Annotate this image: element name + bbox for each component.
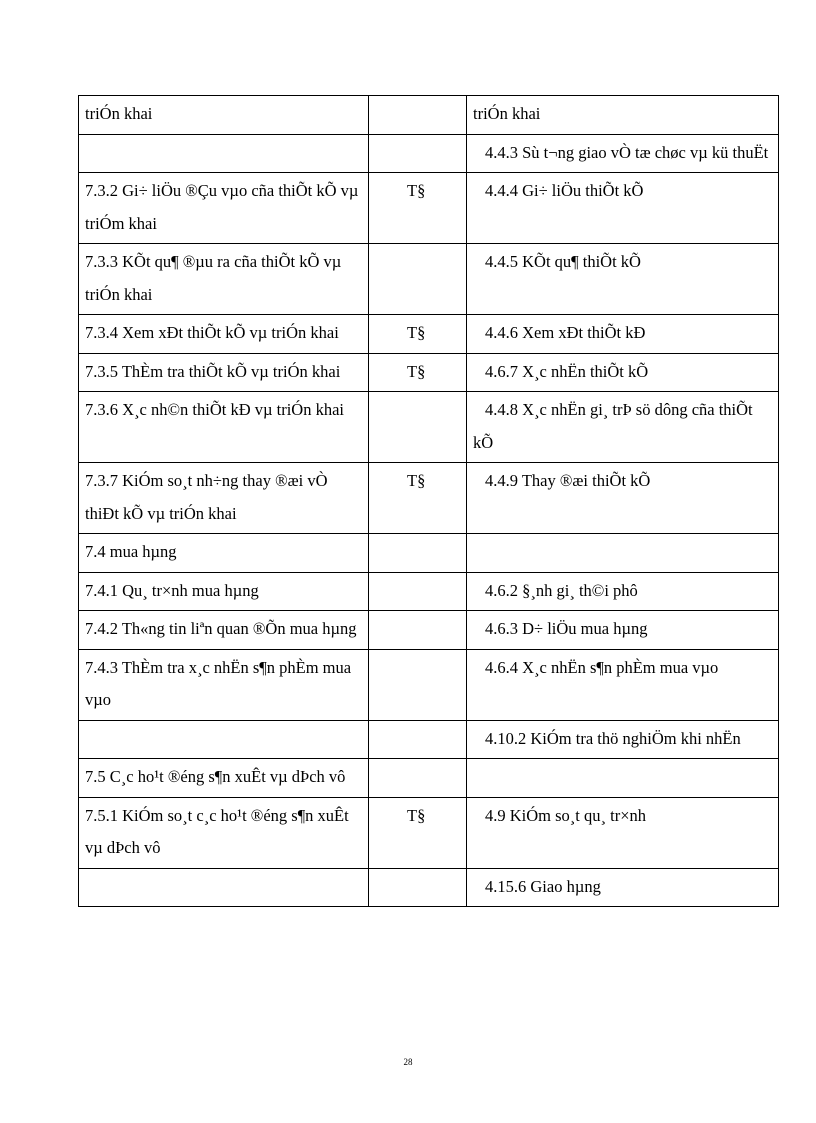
clause-iso9001-2000-cell: 7.5 C¸c ho¹t ®éng s¶n xuÊt vµ dÞch vô xyxy=(79,759,369,798)
clause-iso9001-1994-cell xyxy=(467,720,779,759)
clause-iso9001-1994-cell xyxy=(467,649,779,720)
equivalence-cell: T§ xyxy=(369,173,467,244)
clause-iso9001-1994-cell xyxy=(467,134,779,173)
table-row xyxy=(79,868,779,907)
clause-text: 4.6.4 X¸c nhËn s¶n phÈm mua vµo xyxy=(485,657,719,677)
clause-iso9001-2000-cell xyxy=(79,134,369,173)
clause-text: 4.4.6 Xem xÐt thiÕt kÐ xyxy=(485,323,646,342)
clause-iso9001-2000-cell: 7.3.6 X¸c nh©n thiÕt kÐ vµ triÓn khai xyxy=(79,392,369,463)
clause-iso9001-2000-cell: 7.3.3 KÕt qu¶ ®µu ra cña thiÕt kÕ vµ triÓn khai xyxy=(79,244,369,315)
clause-iso9001-1994-cell xyxy=(467,534,779,573)
table-row xyxy=(79,96,779,135)
table-row xyxy=(79,720,779,759)
clause-iso9001-1994-cell xyxy=(467,244,779,315)
clause-iso9001-2000-cell: 7.4.1 Qu¸ tr×nh mua hµng xyxy=(79,572,369,611)
equivalence-cell xyxy=(369,572,467,611)
equivalence-cell xyxy=(369,134,467,173)
clause-text: 4.6.2 §¸nh gi¸ th©i phô xyxy=(485,580,638,600)
equivalence-cell xyxy=(369,720,467,759)
table-row xyxy=(79,315,779,354)
clause-text: 4.4.8 X¸c nhËn gi¸ trÞ sö dông cña thiÕt kÕ xyxy=(473,400,753,452)
clause-iso9001-1994-cell xyxy=(467,572,779,611)
clause-text: 4.4.4 Gi÷ liÖu thiÕt kÕ xyxy=(485,181,644,200)
clause-iso9001-1994-cell xyxy=(467,797,779,868)
clause-text: triÓn khai xyxy=(473,104,541,123)
clause-iso9001-2000-cell: 7.3.7 KiÓm so¸t nh÷ng thay ®æi vÒ thiÐt kÕ vµ triÓn khai xyxy=(79,463,369,534)
clause-iso9001-1994-cell xyxy=(467,173,779,244)
clause-iso9001-2000-cell: triÓn khai xyxy=(79,96,369,135)
table-row xyxy=(79,353,779,392)
table-row xyxy=(79,759,779,798)
clause-iso9001-2000-cell: 7.3.4 Xem xÐt thiÕt kÕ vµ triÓn khai xyxy=(79,315,369,354)
table-row xyxy=(79,392,779,463)
clause-iso9001-2000-cell xyxy=(79,720,369,759)
table-row xyxy=(79,244,779,315)
clause-text: 4.4.9 Thay ®æi thiÕt kÕ xyxy=(485,471,651,490)
clause-text: 4.6.7 X¸c nhËn thiÕt kÕ xyxy=(485,361,649,381)
clause-iso9001-1994-cell xyxy=(467,96,779,135)
clause-iso9001-2000-cell xyxy=(79,868,369,907)
clause-iso9001-2000-cell: 7.4.3 ThÈm tra x¸c nhËn s¶n phÈm mua vµo xyxy=(79,649,369,720)
table-row xyxy=(79,463,779,534)
clause-iso9001-2000-cell: 7.5.1 KiÓm so¸t c¸c ho¹t ®éng s¶n xuÊt vµ dÞch vô xyxy=(79,797,369,868)
comparison-table xyxy=(78,95,779,907)
table-body xyxy=(79,96,779,907)
clause-iso9001-1994-cell xyxy=(467,392,779,463)
clause-text: 4.10.2 KiÓm tra thö nghiÖm khi nhËn xyxy=(485,728,741,748)
equivalence-cell xyxy=(369,534,467,573)
equivalence-cell: T§ xyxy=(369,315,467,354)
clause-iso9001-1994-cell xyxy=(467,868,779,907)
page-number: 28 xyxy=(403,1057,413,1067)
table-row xyxy=(79,649,779,720)
clause-iso9001-2000-cell: 7.4 mua hµng xyxy=(79,534,369,573)
equivalence-cell xyxy=(369,759,467,798)
equivalence-cell: T§ xyxy=(369,353,467,392)
clause-iso9001-1994-cell xyxy=(467,611,779,650)
equivalence-cell xyxy=(369,649,467,720)
clause-text: 4.9 KiÓm so¸t qu¸ tr×nh xyxy=(485,805,647,825)
clause-text: 4.15.6 Giao hµng xyxy=(485,876,601,896)
clause-iso9001-2000-cell: 7.3.5 ThÈm tra thiÕt kÕ vµ triÓn khai xyxy=(79,353,369,392)
equivalence-cell xyxy=(369,868,467,907)
clause-text: 4.4.3 Sù t¬ng giao vÒ tæ chøc vµ kü thuËt xyxy=(485,142,769,162)
equivalence-cell xyxy=(369,611,467,650)
clause-iso9001-1994-cell xyxy=(467,315,779,354)
equivalence-cell: T§ xyxy=(369,463,467,534)
clause-iso9001-1994-cell xyxy=(467,759,779,798)
table-row xyxy=(79,534,779,573)
table-row xyxy=(79,611,779,650)
equivalence-cell: T§ xyxy=(369,797,467,868)
equivalence-cell xyxy=(369,96,467,135)
table-row xyxy=(79,797,779,868)
equivalence-cell xyxy=(369,392,467,463)
clause-iso9001-2000-cell: 7.4.2 Th«ng tin liªn quan ®Õn mua hµng xyxy=(79,611,369,650)
clause-iso9001-1994-cell xyxy=(467,353,779,392)
clause-iso9001-2000-cell: 7.3.2 Gi÷ liÖu ®Çu vµo cña thiÕt kÕ vµ triÓm khai xyxy=(79,173,369,244)
clause-text: 4.6.3 D÷ liÖu mua hµng xyxy=(485,619,648,638)
clause-iso9001-1994-cell xyxy=(467,463,779,534)
table-row xyxy=(79,134,779,173)
clause-text: 4.4.5 KÕt qu¶ thiÕt kÕ xyxy=(485,252,641,271)
equivalence-cell xyxy=(369,244,467,315)
table-row xyxy=(79,173,779,244)
table-row xyxy=(79,572,779,611)
